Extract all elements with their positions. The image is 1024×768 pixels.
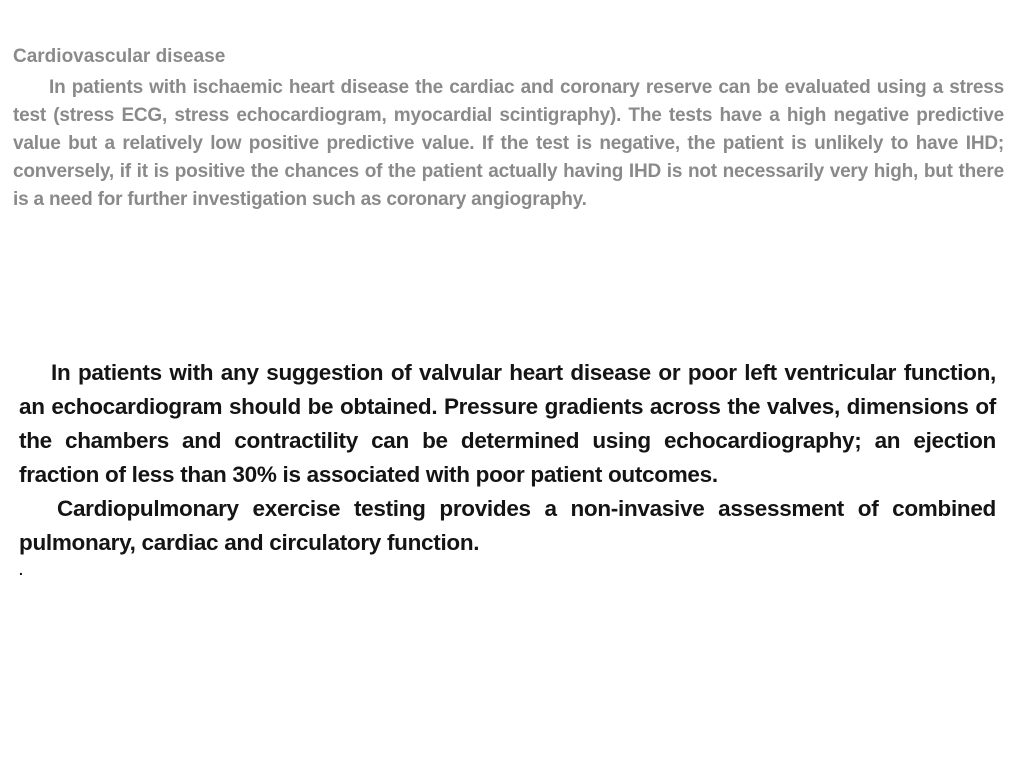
ischaemic-heart-disease-paragraph: In patients with ischaemic heart disease the cardiac and coronary reserve can be evaluated using a stress test (stress ECG, stress echocardiogram, myocardial scintigraphy). The tests have a high negative predictive value but a relatively low positive predictive value. If the test is negative, the patient is unlikely to have IHD; conversely, if it is positive the chances of the patient actually having IHD is not necessarily very high, but there is a need for further investigation such as coronary angiography. xyxy=(13,77,1004,210)
valvular-disease-paragraph: In patients with any suggestion of valvular heart disease or poor left ventricular function, an echocardiogram should be obtained. Pressure gradients across the valves, dimensions of the chambers and contractility can be determined using echocardiography; an ejection fraction of less than 30% is associated with poor patient outcomes. xyxy=(19,360,996,487)
exercise-testing-paragraph: Cardiopulmonary exercise testing provides a non-invasive assessment of combined pulmonary, cardiac and circulatory function. xyxy=(19,496,996,555)
intro-section xyxy=(13,44,1004,214)
trailing-mark: . xyxy=(19,562,23,578)
section-title: Cardiovascular disease xyxy=(13,46,226,67)
assessment-section xyxy=(19,356,996,580)
